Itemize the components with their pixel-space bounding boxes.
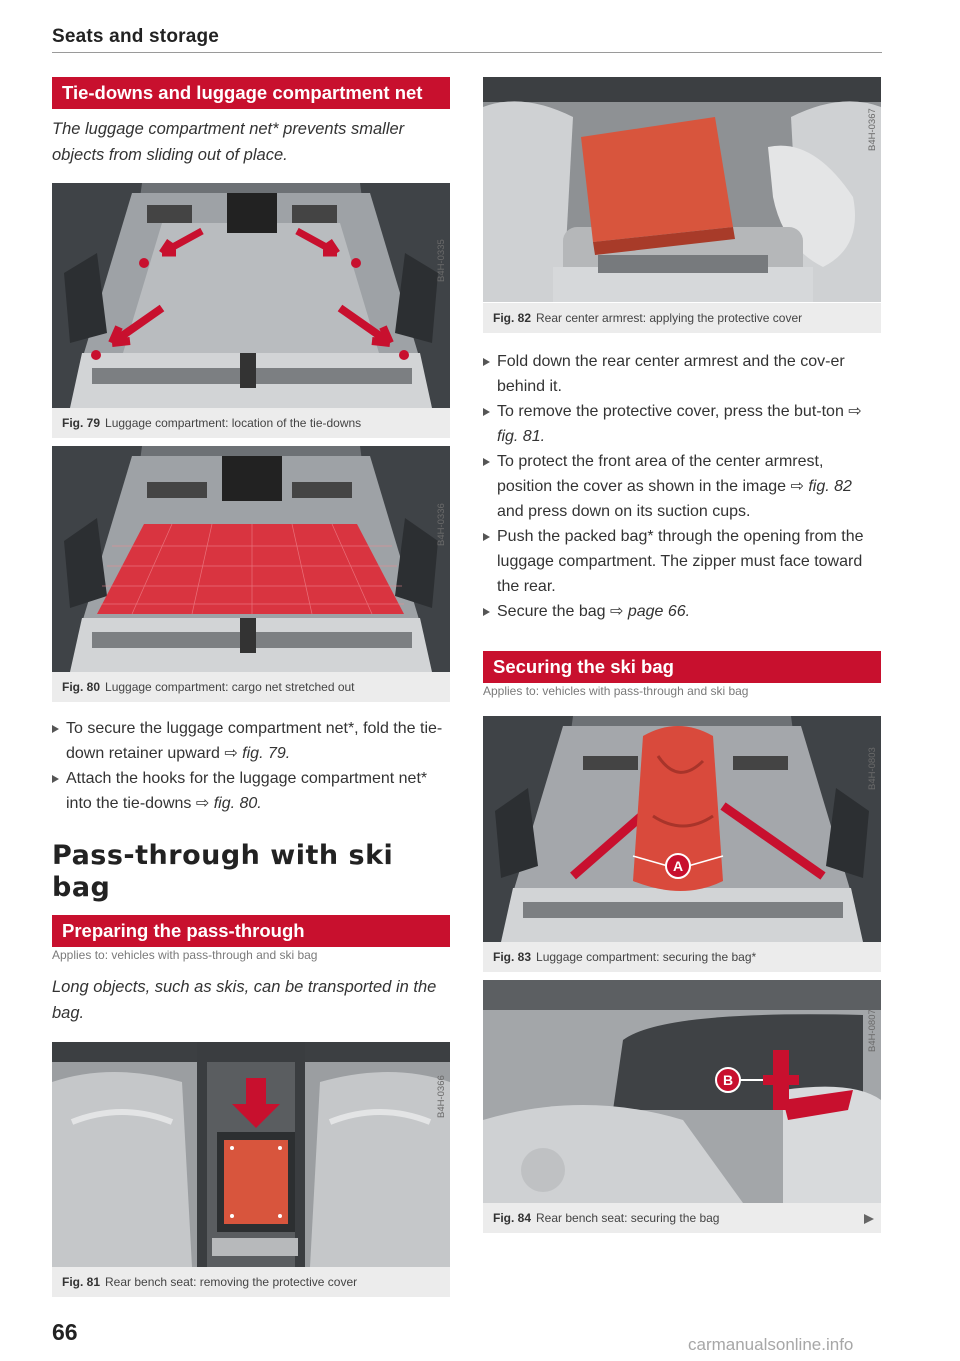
figure-84-caption: [483, 1203, 881, 1233]
bullet-arrow-icon: [483, 458, 490, 466]
list-item: Attach the hooks for the luggage compartment net* into the tie-downs ⇨ fig. 80.: [52, 766, 450, 816]
chapter-heading: Pass-through with ski bag: [52, 840, 394, 903]
section-heading-preparing: Preparing the pass-through: [52, 915, 450, 947]
bullet-arrow-icon: [52, 725, 59, 733]
intro-tiedowns: The luggage compartment net* prevents smaller objects from sliding out of place.: [52, 120, 405, 164]
figure-81-code: B4H-0366: [436, 1075, 447, 1118]
figure-83-caption-text: Luggage compartment: securing the bag*: [536, 950, 757, 964]
figure-reference[interactable]: ⇨ fig. 81.: [497, 403, 862, 445]
section-heading-ski-bag: Securing the ski bag: [483, 651, 881, 683]
figure-79-caption: [52, 408, 450, 438]
figure-83-number: Fig. 83: [493, 950, 532, 964]
figure-82-number: Fig. 82: [493, 311, 532, 325]
figure-82-image: [483, 77, 881, 302]
watermark: carmanualsonline.info: [688, 1335, 854, 1354]
figure-79-caption-text: Luggage compartment: location of the tie-downs: [105, 416, 362, 430]
figure-83-code: B4H-0803: [867, 747, 878, 790]
figure-80-caption: [52, 672, 450, 702]
figure-79-code: B4H-0335: [436, 239, 447, 282]
figure-84-caption-text: Rear bench seat: securing the bag: [536, 1211, 720, 1225]
bullet-arrow-icon: [52, 775, 59, 783]
figure-82-caption-text: Rear center armrest: applying the protective cover: [536, 311, 803, 325]
list-item: To remove the protective cover, press the but-ton ⇨ fig. 81.: [483, 399, 881, 449]
figure-84-image: [483, 980, 881, 1203]
list-item: To protect the front area of the center armrest, position the cover as shown in the image ⇨ fig. 82 and press down on its suction cups.: [483, 449, 881, 524]
bullet-arrow-icon: [483, 408, 490, 416]
figure-reference[interactable]: ⇨ fig. 79.: [224, 745, 291, 762]
callout-label-b: B: [722, 1072, 734, 1088]
figure-84-number: Fig. 84: [493, 1211, 532, 1225]
intro-pass-through: Long objects, such as skis, can be transported in the bag.: [52, 978, 437, 1022]
figure-80-caption-text: Luggage compartment: cargo net stretched out: [105, 680, 355, 694]
figure-83-image: [483, 716, 881, 942]
figure-81-image: [52, 1042, 450, 1267]
figure-81-caption-text: Rear bench seat: removing the protective cover: [105, 1275, 358, 1289]
page-reference[interactable]: ⇨ page 66.: [609, 603, 691, 620]
bullet-arrow-icon: [483, 608, 490, 616]
figure-reference[interactable]: ⇨ fig. 80.: [195, 795, 262, 812]
list-item: Push the packed bag* through the opening from the luggage compartment. The zipper must face toward the rear.: [483, 524, 881, 599]
figure-81-number: Fig. 81: [62, 1275, 101, 1289]
figure-82-caption: [483, 303, 881, 333]
applies-to-note: Applies to: vehicles with pass-through and ski bag: [483, 684, 749, 698]
bullet-arrow-icon: [483, 533, 490, 541]
bullet-arrow-icon: [483, 358, 490, 366]
figure-79-image: [52, 183, 450, 408]
list-item: Secure the bag ⇨ page 66.: [483, 599, 881, 624]
list-item: To secure the luggage compartment net*, fold the tie-down retainer upward ⇨ fig. 79.: [52, 716, 450, 766]
figure-80-number: Fig. 80: [62, 680, 101, 694]
figure-80-code: B4H-0336: [436, 503, 447, 546]
figure-82-code: B4H-0367: [867, 108, 878, 151]
section-heading-tiedowns: Tie-downs and luggage compartment net: [52, 77, 450, 109]
header-divider: [52, 52, 882, 53]
callout-label-a: A: [672, 858, 684, 874]
figure-80-image: [52, 446, 450, 672]
steps-pass-through: [483, 349, 881, 624]
figure-84-code: B4H-0807: [867, 1009, 878, 1052]
list-item: Fold down the rear center armrest and the cov-er behind it.: [483, 349, 881, 399]
figure-81-caption: [52, 1267, 450, 1297]
continue-arrow-icon: [864, 1214, 874, 1224]
applies-to-note: Applies to: vehicles with pass-through and ski bag: [52, 948, 318, 962]
page-number: 66: [52, 1319, 78, 1345]
figure-reference[interactable]: ⇨ fig. 82: [790, 478, 852, 495]
running-head: Seats and storage: [52, 26, 220, 47]
figure-79-number: Fig. 79: [62, 416, 101, 430]
steps-tiedowns: [52, 716, 450, 816]
figure-83-caption: [483, 942, 881, 972]
